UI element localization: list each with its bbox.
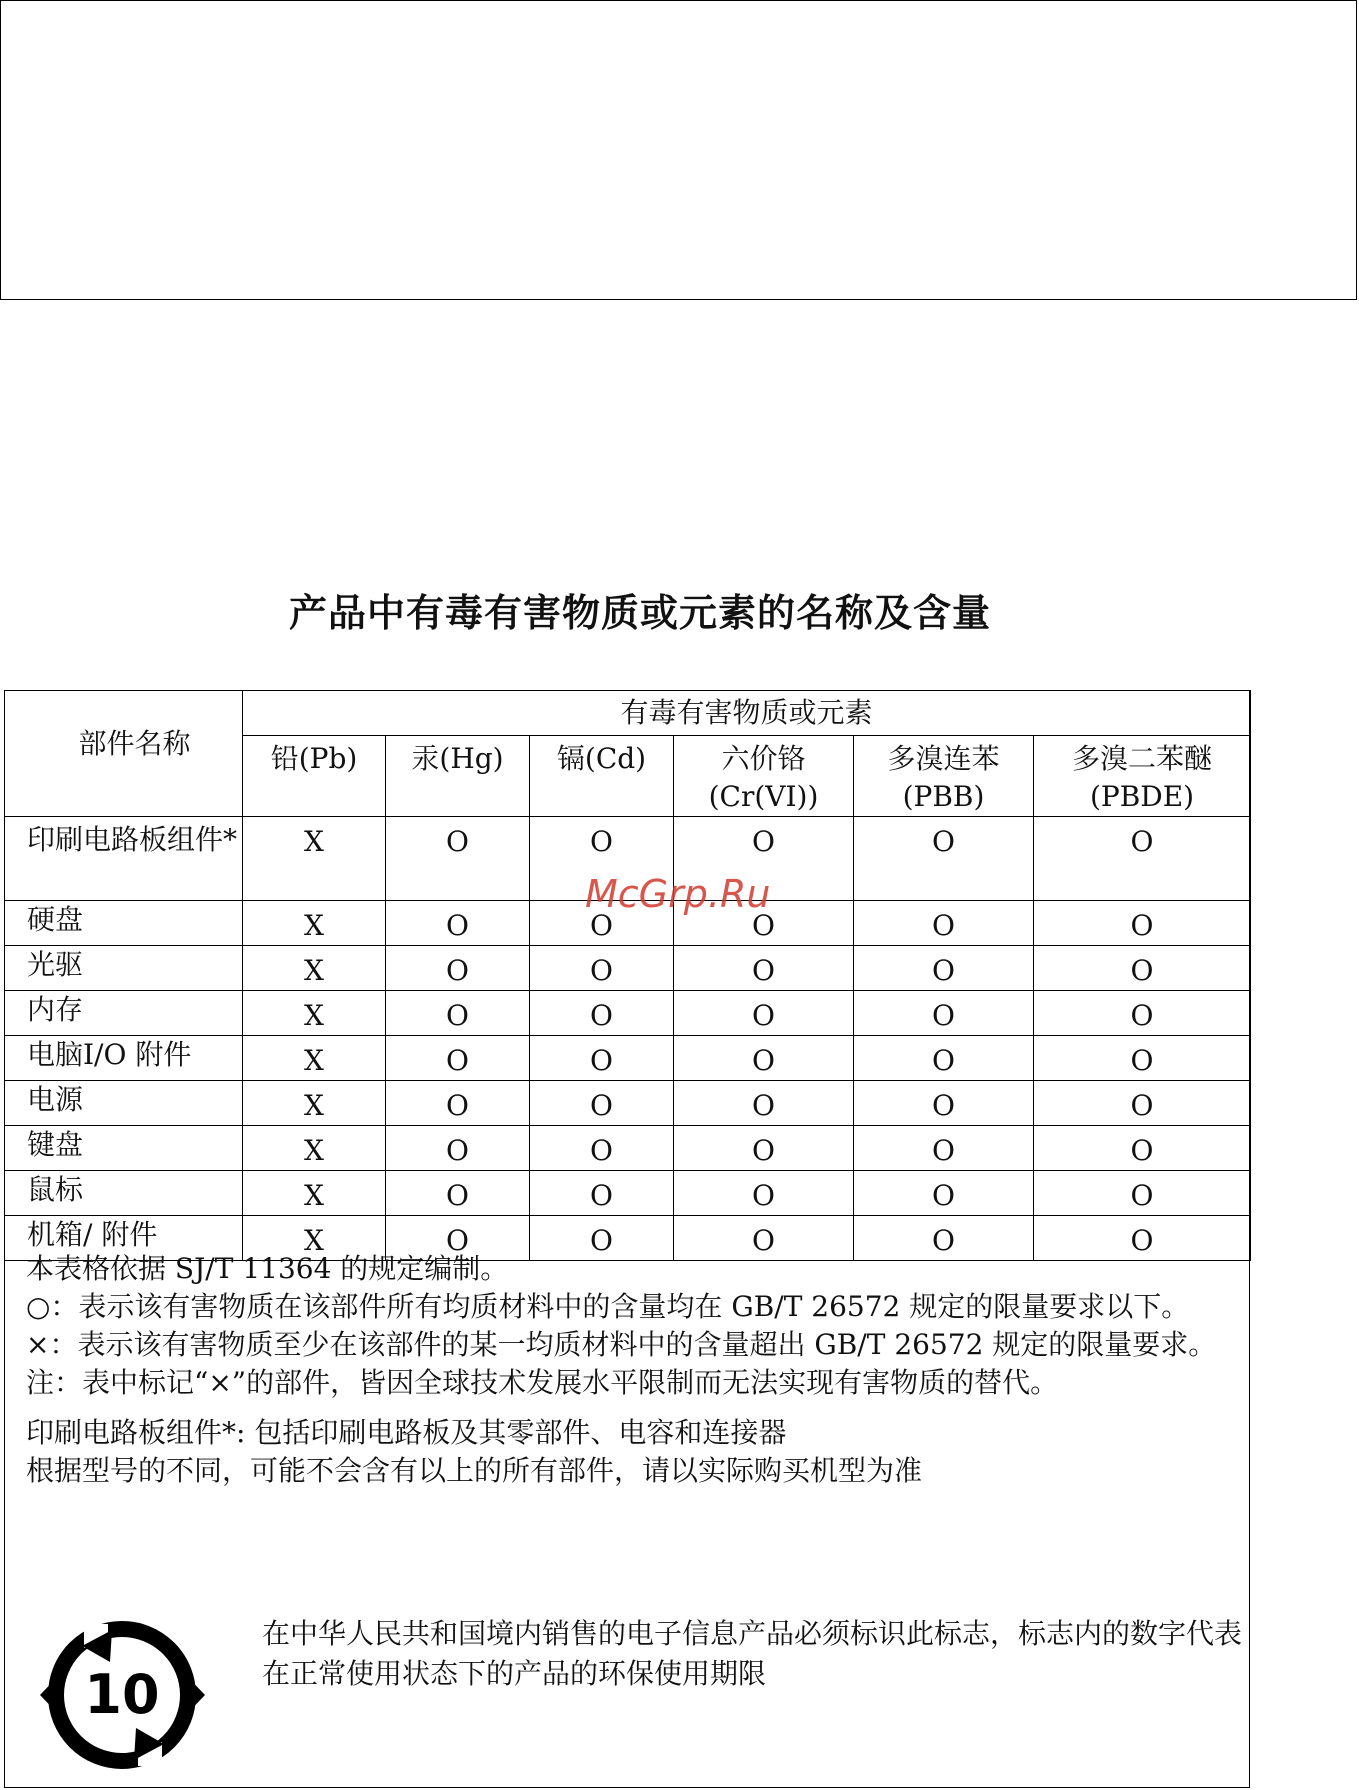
- cross-legend-note: ×：表示该有害物质至少在该部件的某一均质材料中的含量超出 GB/T 26572 规定的限量要求。: [26, 1328, 1217, 1361]
- value-cell: O: [1034, 1036, 1251, 1081]
- column-header-line2: (PBDE): [1089, 780, 1195, 813]
- top-blank-box: [0, 0, 1357, 300]
- value-cell: O: [530, 1081, 674, 1126]
- value-cell: O: [1034, 1126, 1251, 1171]
- value-cell: O: [386, 991, 530, 1036]
- value-cell: X: [243, 1036, 386, 1081]
- value-cell: O: [674, 1081, 854, 1126]
- value-cell: O: [1034, 901, 1251, 946]
- table-row: [5, 1081, 1251, 1126]
- value-cell: O: [854, 991, 1034, 1036]
- value-cell: X: [243, 1081, 386, 1126]
- value-cell: X: [243, 946, 386, 991]
- value-cell: O: [854, 1126, 1034, 1171]
- value-cell: O: [530, 1216, 674, 1261]
- logo-description: 在中华人民共和国境内销售的电子信息产品必须标识此标志，标志内的数字代表在正常使用状态下的产品的环保使用期限: [262, 1617, 1243, 1690]
- column-header-line1: 铅(Pb): [270, 742, 358, 775]
- standard-note: 本表格依据 SJ/T 11364 的规定编制。: [26, 1252, 509, 1285]
- environmental-protection-logo: [40, 1610, 205, 1780]
- value-cell: O: [386, 1036, 530, 1081]
- table-row: [5, 946, 1251, 991]
- value-cell: O: [1034, 817, 1251, 901]
- value-cell: O: [386, 817, 530, 901]
- value-cell: O: [854, 1171, 1034, 1216]
- pcb-note: 印刷电路板组件*: 包括印刷电路板及其零部件、电容和连接器: [26, 1416, 787, 1449]
- part-name-cell: 印刷电路板组件*: [5, 817, 243, 901]
- table-row: [5, 991, 1251, 1036]
- column-header-hg: [386, 736, 530, 817]
- column-header-pbde: [1034, 736, 1251, 817]
- column-header-line2: (PBB): [902, 780, 985, 813]
- column-header-pb: [243, 736, 386, 817]
- column-header-line1: 汞(Hg): [411, 742, 504, 775]
- column-header-line2: (Cr(VI)): [708, 780, 819, 813]
- column-header-pbb: [854, 736, 1034, 817]
- value-cell: O: [854, 1036, 1034, 1081]
- value-cell: O: [674, 1036, 854, 1081]
- part-name-header: 部件名称: [5, 691, 243, 817]
- notes-section: [26, 1250, 1246, 1490]
- value-cell: O: [1034, 1171, 1251, 1216]
- table-row: [5, 1036, 1251, 1081]
- remark-note: 注：表中标记“×”的部件，皆因全球技术发展水平限制而无法实现有害物质的替代。: [26, 1366, 1059, 1399]
- value-cell: O: [674, 991, 854, 1036]
- substance-group-header: 有毒有害物质或元素: [243, 691, 1251, 736]
- part-name-cell: 电源: [5, 1081, 243, 1126]
- part-name-cell: 光驱: [5, 946, 243, 991]
- value-cell: O: [1034, 991, 1251, 1036]
- table-row: [5, 1171, 1251, 1216]
- circle-legend-note: ○：表示该有害物质在该部件所有均质材料中的含量均在 GB/T 26572 规定的限量要求以下。: [26, 1290, 1190, 1323]
- column-header-cr6: [674, 736, 854, 817]
- recycle-period-icon: [40, 1610, 205, 1780]
- value-cell: O: [386, 901, 530, 946]
- value-cell: X: [243, 1171, 386, 1216]
- part-name-cell: 机箱/ 附件: [5, 1216, 243, 1261]
- column-header-line1: 镉(Cd): [556, 742, 647, 775]
- column-header-cd: [530, 736, 674, 817]
- value-cell: O: [386, 946, 530, 991]
- value-cell: O: [1034, 1081, 1251, 1126]
- value-cell: O: [530, 817, 674, 901]
- value-cell: X: [243, 1216, 386, 1261]
- value-cell: O: [386, 1216, 530, 1261]
- value-cell: O: [530, 991, 674, 1036]
- value-cell: O: [1034, 1216, 1251, 1261]
- value-cell: O: [674, 817, 854, 901]
- value-cell: O: [1034, 946, 1251, 991]
- column-header-line1: 多溴二苯醚: [1072, 742, 1213, 775]
- value-cell: O: [854, 1216, 1034, 1261]
- value-cell: X: [243, 1126, 386, 1171]
- value-cell: O: [386, 1081, 530, 1126]
- part-name-cell: 硬盘: [5, 901, 243, 946]
- column-header-line1: 六价铬: [721, 742, 806, 775]
- hazardous-substances-table: [4, 690, 1251, 1261]
- value-cell: O: [386, 1171, 530, 1216]
- value-cell: O: [674, 1126, 854, 1171]
- logo-number: 10: [84, 1663, 160, 1726]
- value-cell: O: [530, 1171, 674, 1216]
- part-name-cell: 鼠标: [5, 1171, 243, 1216]
- column-header-line1: 多溴连苯: [887, 742, 1000, 775]
- value-cell: O: [854, 817, 1034, 901]
- value-cell: O: [854, 946, 1034, 991]
- part-name-cell: 内存: [5, 991, 243, 1036]
- value-cell: O: [674, 1171, 854, 1216]
- value-cell: O: [530, 946, 674, 991]
- value-cell: O: [530, 901, 674, 946]
- value-cell: O: [854, 1081, 1034, 1126]
- value-cell: X: [243, 991, 386, 1036]
- model-note: 根据型号的不同，可能不会含有以上的所有部件，请以实际购买机型为准: [26, 1454, 923, 1487]
- value-cell: X: [243, 817, 386, 901]
- value-cell: O: [530, 1036, 674, 1081]
- value-cell: O: [674, 1216, 854, 1261]
- value-cell: O: [674, 901, 854, 946]
- value-cell: O: [530, 1126, 674, 1171]
- value-cell: X: [243, 901, 386, 946]
- value-cell: O: [854, 901, 1034, 946]
- watermark: McGrp.Ru: [585, 872, 771, 916]
- table-row: [5, 1126, 1251, 1171]
- value-cell: O: [674, 946, 854, 991]
- value-cell: O: [386, 1126, 530, 1171]
- document-title: 产品中有毒有害物质或元素的名称及含量: [288, 591, 991, 635]
- part-name-cell: 电脑I/O 附件: [5, 1036, 243, 1081]
- part-name-cell: 键盘: [5, 1126, 243, 1171]
